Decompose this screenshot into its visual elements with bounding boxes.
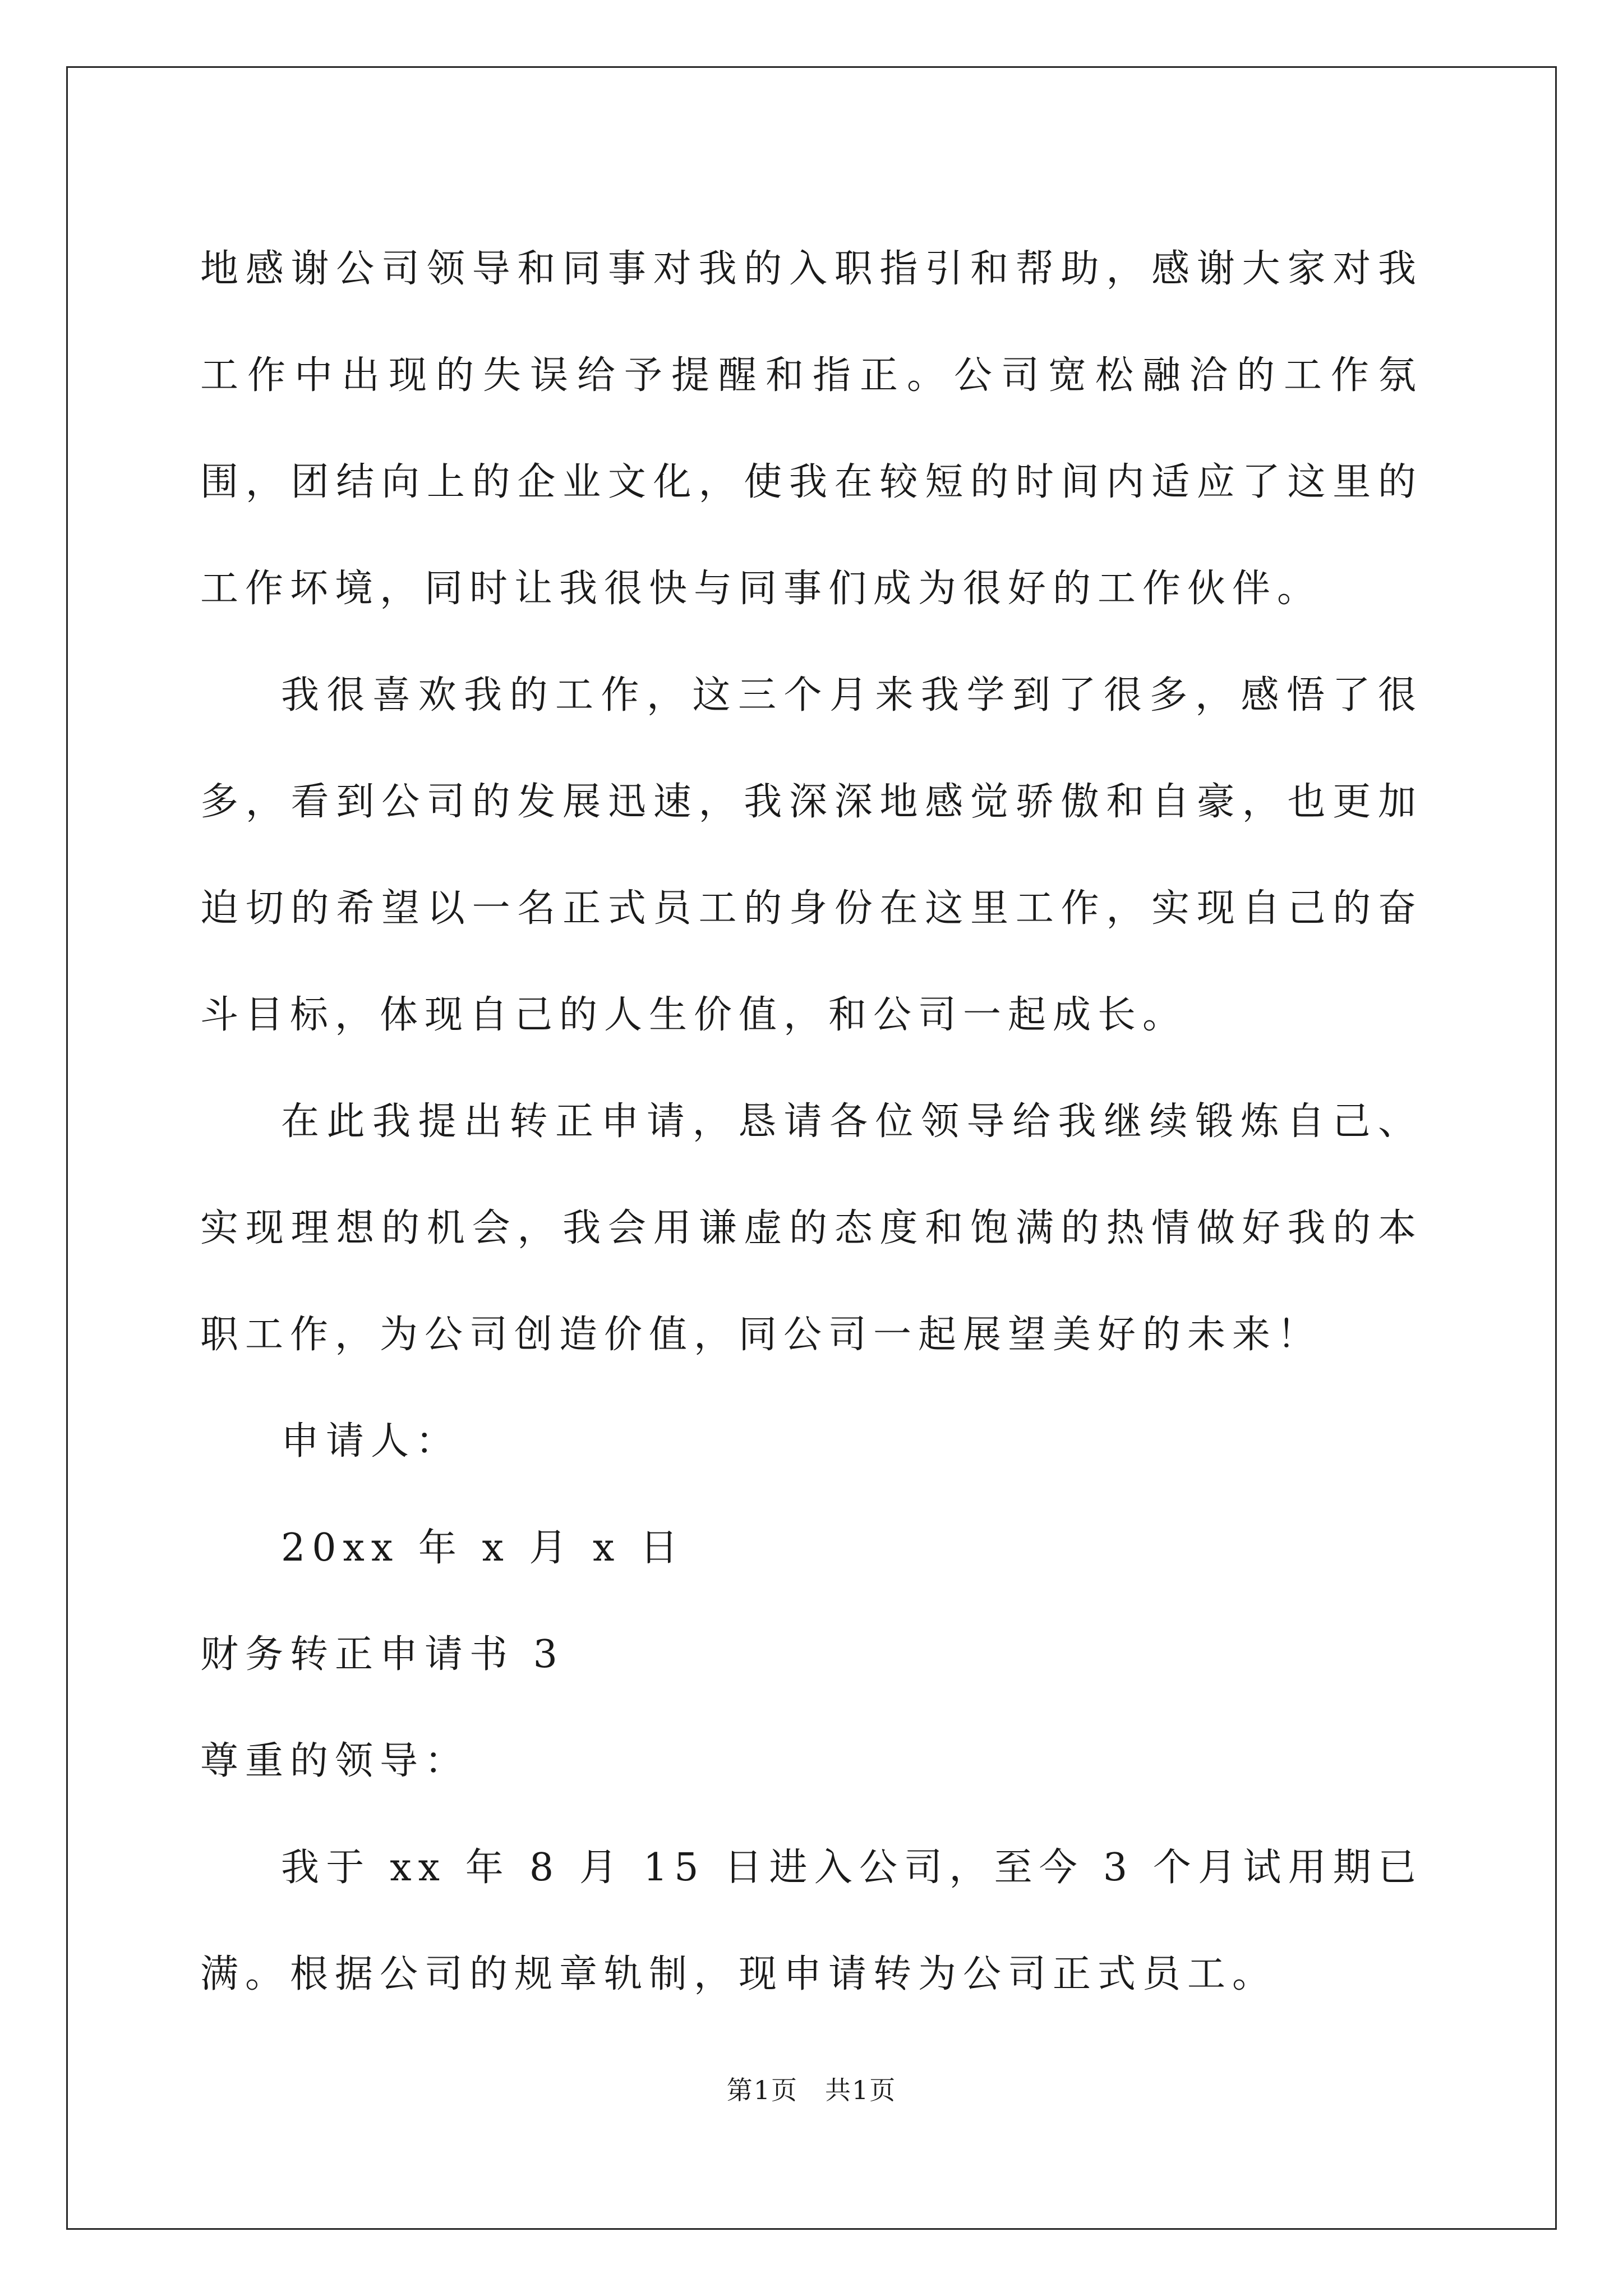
paragraph-love-of-work: 我很喜欢我的工作，这三个月来我学到了很多，感悟了很多，看到公司的发展迅速，我深深地感觉骄傲和自豪，也更加迫切的希望以一名正式员工的身份在这里工作，实现自己的奋斗目标，体现自己的人生价值，和公司一起成长。: [200, 673, 1423, 1037]
page-indicator: 第1页 共1页: [726, 2075, 897, 2105]
paragraph-request: 在此我提出转正申请，恳请各位领导给我继续锻炼自己、实现理想的机会，我会用谦虚的态度和饱满的热情做好我的本职工作，为公司创造价值，同公司一起展望美好的未来！: [200, 1099, 1423, 1357]
paragraph-gratitude: 地感谢公司领导和同事对我的入职指引和帮助，感谢大家对我工作中出现的失误给予提醒和指正。公司宽松融洽的工作氛围，团结向上的企业文化，使我在较短的时间内适应了这里的工作坏境，同时让我很快与同事们成为很好的工作伙伴。: [200, 247, 1423, 611]
salutation: 尊重的领导：: [200, 1739, 470, 1783]
date-line: 20xx 年 x 月 x 日: [281, 1526, 685, 1570]
applicant-label: 申请人：: [281, 1419, 461, 1464]
paragraph-probation: 我于 xx 年 8 月 15 日进入公司，至今 3 个月试用期已满。根据公司的规章轨制，现申请转为公司正式员工。: [200, 1846, 1423, 1996]
document-body: [200, 216, 1423, 2028]
section-title: 财务转正申请书 3: [200, 1632, 564, 1677]
